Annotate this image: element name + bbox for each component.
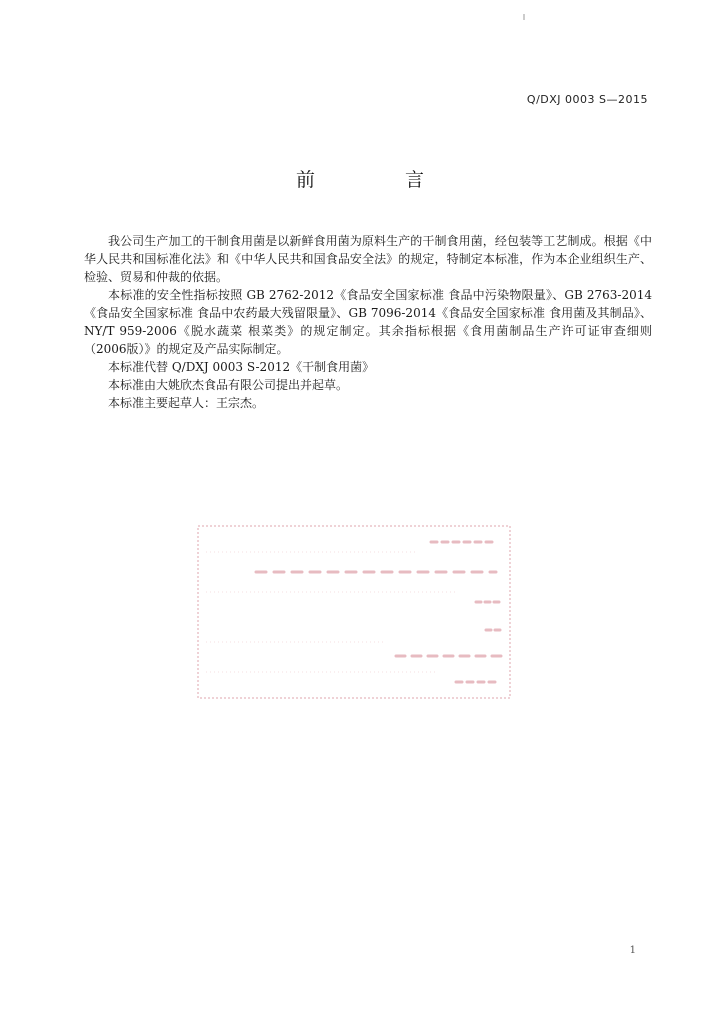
paragraph-proposer: 本标准由大姚欣杰食品有限公司提出并起草。 (108, 378, 349, 392)
paragraph-replaces: 本标准代替 Q/DXJ 0003 S-2012《干制食用菌》 (108, 360, 375, 374)
registration-stamp-icon (196, 522, 514, 700)
document-code: Q/DXJ 0003 S—2015 (526, 93, 648, 106)
page-number: 1 (629, 945, 636, 956)
body-text (84, 232, 652, 412)
paragraph-drafter: 本标准主要起草人：王宗杰。 (108, 396, 265, 410)
scan-mark (523, 14, 525, 20)
paragraph-safety-standards: 本标准的安全性指标按照 GB 2762-2012《食品安全国家标准 食品中污染物限量》、GB 2763-2014《食品安全国家标准 食品中农药最大残留限量》、GB 7096-2014《食品安全国家标准 食用菌及其制品》、NY/T 959-2006《脱水蔬菜 根菜类》的规定制定。其余指标根据《食用菌制品生产许可证审查细则（2006版）》的规定及产品实际制定。 (84, 288, 652, 356)
paragraph-intro: 我公司生产加工的干制食用菌是以新鲜食用菌为原料生产的干制食用菌，经包装等工艺制成。根据《中华人民共和国标准化法》和《中华人民共和国食品安全法》的规定，特制定本标准，作为本企业组织生产、检验、贸易和仲裁的依据。 (84, 234, 652, 284)
page-title: 前 言 (295, 169, 467, 191)
